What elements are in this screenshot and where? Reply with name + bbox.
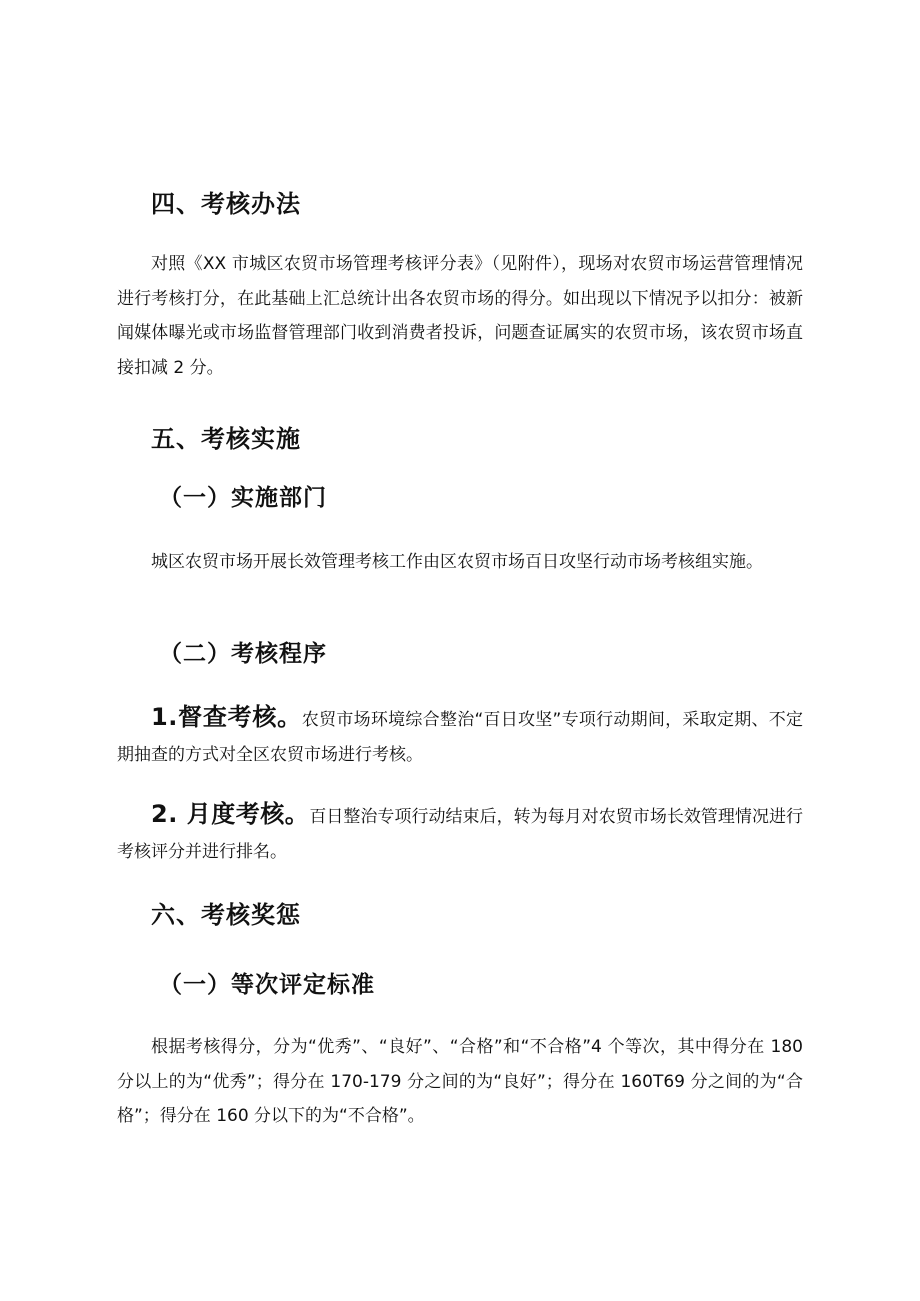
procedure-item-2-text: 百日整治专项行动结束后，转为每月对农贸市场长效管理情况进行考核评分并进行排名。 bbox=[117, 807, 804, 862]
subsection-5-1-paragraph: 城区农贸市场开展长效管理考核工作由区农贸市场百日攻坚行动市场考核组实施。 bbox=[151, 552, 763, 572]
subsection-heading-6-1: （一）等次评定标准 bbox=[159, 972, 375, 998]
section-heading-6: 六、考核奖惩 bbox=[151, 901, 301, 929]
subsection-6-1-paragraph: 根据考核得分，分为“优秀”、“良好”、“合格”和“不合格”4 个等次，其中得分在 180 分以上的为“优秀”；得分在 170-179 分之间的为“良好”；得分在 160T69 分之间的为“合格”；得分在 160 分以下的为“不合格”。 bbox=[117, 1037, 803, 1126]
subsection-heading-5-2: （二）考核程序 bbox=[159, 641, 327, 667]
procedure-item-2-lead: 2. 月度考核。 bbox=[151, 800, 310, 828]
section-4-paragraph: 对照《XX 市城区农贸市场管理考核评分表》（见附件），现场对农贸市场运营管理情况进行考核打分，在此基础上汇总统计出各农贸市场的得分。如出现以下情况予以扣分：被新闻媒体曝光或市场监督管理部门收到消费者投诉，问题查证属实的农贸市场，该农贸市场直接扣减 2 分。 bbox=[117, 254, 803, 378]
subsection-heading-5-1: （一）实施部门 bbox=[159, 485, 327, 511]
procedure-item-1-text: 农贸市场环境综合整治“百日攻坚”专项行动期间，采取定期、不定期抽查的方式对全区农贸市场进行考核。 bbox=[117, 710, 803, 765]
procedure-item-1 bbox=[117, 700, 803, 772]
section-heading-5: 五、考核实施 bbox=[151, 425, 301, 453]
section-heading-4: 四、考核办法 bbox=[151, 190, 301, 218]
procedure-item-2 bbox=[117, 797, 803, 869]
procedure-item-1-lead: 1.督查考核。 bbox=[151, 703, 302, 731]
